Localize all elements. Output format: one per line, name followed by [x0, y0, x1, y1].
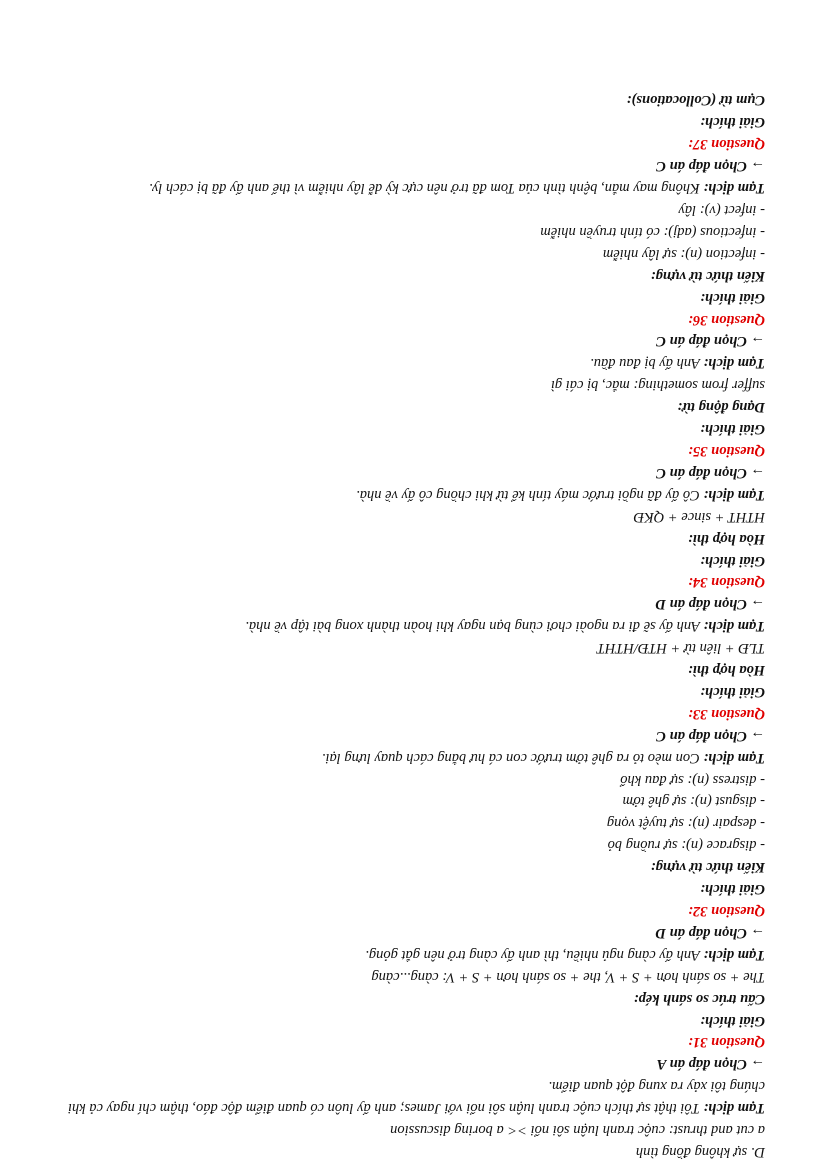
text-line: - infect (v): lây — [678, 202, 765, 219]
answer-line: → Chọn đáp án C — [656, 158, 765, 175]
section-label: Dạng động từ: — [677, 399, 765, 416]
text-line: - infection (n): sự lây nhiễm — [602, 245, 765, 262]
answer-line: → Chọn đáp án C — [656, 464, 765, 481]
translation-text: Anh ấy càng ngủ nhiều, thì anh ấy càng trở nên gắt gỏng. — [365, 946, 704, 963]
section-label: Giải thích: — [700, 1012, 765, 1029]
section-label: Giải thích: — [700, 552, 765, 569]
translation-line — [45, 351, 765, 373]
section-label: Giải thích: — [700, 114, 765, 131]
translation-label: Tạm dịch: — [703, 749, 765, 766]
answer-line: → Chọn đáp án A — [656, 1056, 765, 1073]
section-label: Kiến thức từ vựng: — [650, 267, 765, 284]
text-line: D. sự không đồng tình — [635, 1144, 765, 1160]
section-label: Giải thích: — [700, 683, 765, 700]
translation-line — [45, 176, 765, 198]
answer-line: → Chọn đáp án C — [656, 333, 765, 350]
translation-text: Anh ấy sẽ đi ra ngoài chơi cùng bạn ngay khi hoàn thành xong bài tập về nhà. — [245, 618, 704, 635]
section-label: Giải thích: — [700, 289, 765, 306]
question-heading: Question 32: — [688, 903, 765, 920]
translation-label: Tạm dịch: — [703, 486, 765, 503]
translation-text: Không may mắn, bệnh tình của Tom đã trở nên cực kỳ dễ lây nhiễm vì thế anh ấy đã bị cách ly. — [149, 180, 704, 197]
section-label: Kiến thức từ vựng: — [650, 859, 765, 876]
text-line: The + so sánh hơn + S + V, the + so sánh hơn + S + V: càng...càng — [371, 968, 765, 985]
translation-label: Tạm dịch: — [703, 355, 765, 372]
text-line: - disgust (n): sự ghê tởm — [622, 793, 765, 810]
document-body — [45, 89, 765, 1162]
translation-line — [45, 943, 765, 965]
text-line: - distress (n): sự đau khổ — [620, 771, 765, 788]
answer-line: → Chọn đáp án C — [656, 727, 765, 744]
section-label: Hòa hợp thì: — [687, 662, 765, 679]
translation-line — [45, 746, 765, 768]
translation-line — [45, 614, 765, 636]
text-line: TLĐ + liên từ + HTĐ/HTHT — [596, 640, 765, 657]
translation-label: Tạm dịch: — [703, 1100, 765, 1117]
translation-line — [45, 1074, 765, 1118]
translation-text: Cô ấy đã ngồi trước máy tính kể từ khi chồng cô ấy về nhà. — [356, 486, 704, 503]
translation-text: Anh ấy bị đau đầu. — [590, 355, 704, 372]
text-line: a cut and thrust: cuộc tranh luận sôi nổi >< a boring discussion — [390, 1122, 765, 1139]
translation-line — [45, 483, 765, 505]
answer-line: → Chọn đáp án D — [655, 596, 765, 613]
translation-label: Tạm dịch: — [703, 618, 765, 635]
text-line: suffer from something: mắc, bị cái gì — [550, 377, 765, 394]
question-heading: Question 37: — [688, 136, 765, 153]
translation-label: Tạm dịch: — [703, 180, 765, 197]
answer-line: → Chọn đáp án D — [655, 924, 765, 941]
section-label: Giải thích: — [700, 881, 765, 898]
translation-text: Con mèo tỏ ra ghê tởm trước con cá hư bằng cách quay lưng lại. — [321, 749, 704, 766]
section-label: Hòa hợp thì: — [687, 530, 765, 547]
question-heading: Question 33: — [688, 705, 765, 722]
section-label: Cấu trúc so sánh kép: — [633, 990, 765, 1007]
question-heading: Question 31: — [688, 1034, 765, 1051]
translation-label: Tạm dịch: — [703, 946, 765, 963]
question-heading: Question 34: — [688, 574, 765, 591]
question-heading: Question 36: — [688, 311, 765, 328]
translation-text: Tôi thật sự thích cuộc tranh luận sôi nổi với James; anh ấy luôn có quan điểm độc đáo, thậm chí ngay cả khi chúng tôi xảy ra xung đột quan điểm. — [67, 1078, 765, 1117]
section-label: Cụm từ (Collocations): — [626, 92, 765, 109]
section-label: Giải thích: — [700, 421, 765, 438]
text-line: - disgrace (n): sự ruồng bỏ — [607, 837, 765, 854]
text-line: HTHT + since + QKĐ — [633, 508, 765, 525]
question-heading: Question 35: — [688, 443, 765, 459]
text-line: - infectious (adj): có tính truyền nhiễm — [540, 223, 765, 240]
text-line: - despair (n): sự tuyệt vọng — [606, 815, 765, 832]
